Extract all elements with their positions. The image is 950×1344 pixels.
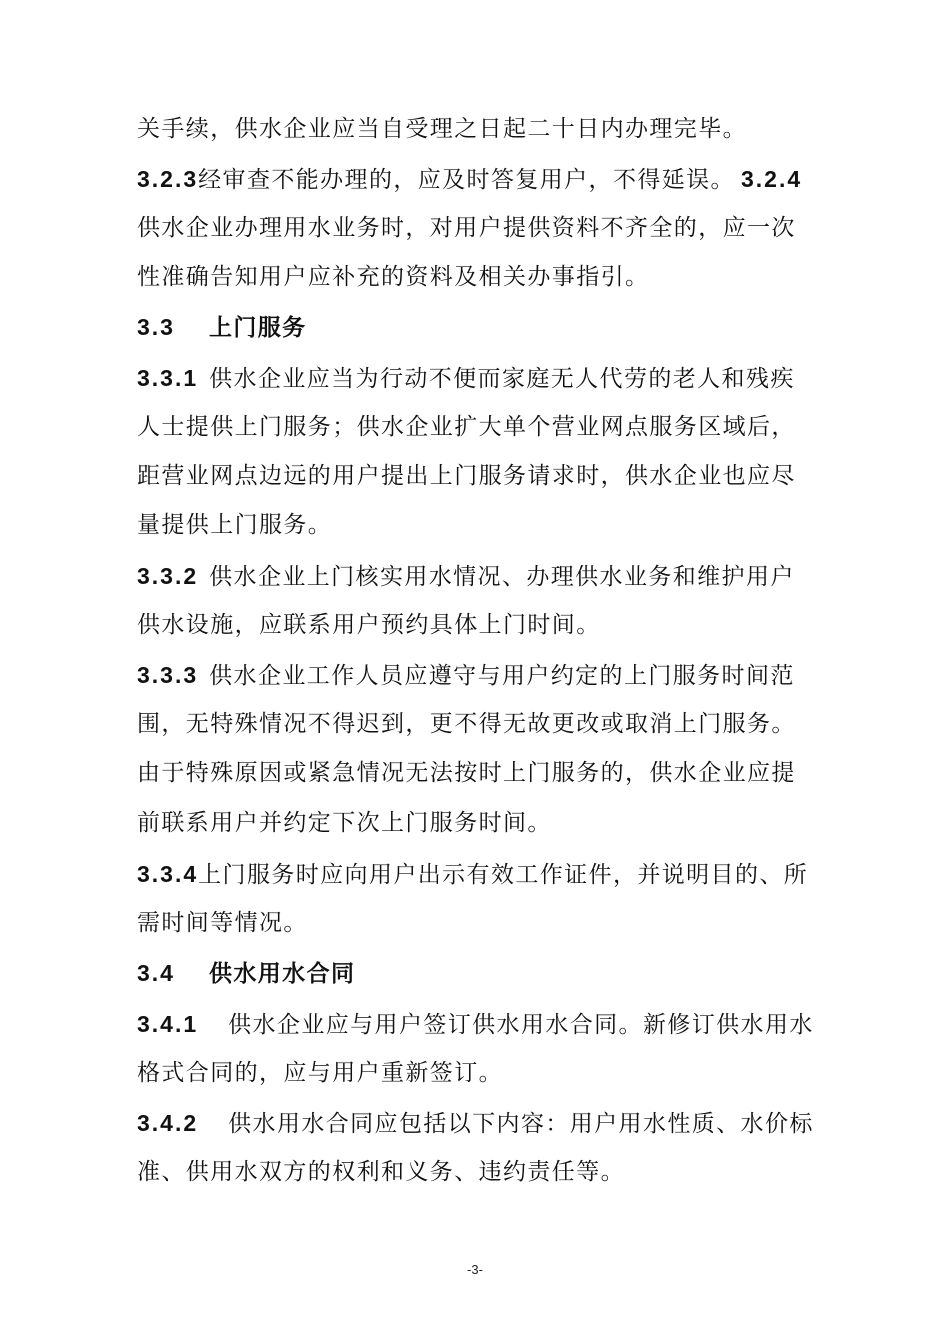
text-line [137, 262, 649, 292]
line-text: 供水企业办理用水业务时，对用户提供资料不齐全的，应一次 [137, 215, 796, 241]
line-text: 供水设施，应联系用户预约具体上门时间。 [137, 612, 601, 638]
text-line [137, 164, 802, 195]
line-text: 准、供用水双方的权利和义务、违约责任等。 [137, 1159, 625, 1185]
clause-number: 3.2.3 [137, 166, 199, 192]
section-number: 3.4 [137, 960, 175, 986]
line-text: 供水企业工作人员应遵守与用户约定的上门服务时间范 [209, 663, 795, 689]
text-line [137, 412, 796, 442]
text-line [137, 808, 552, 838]
line-text: 格式合同的，应与用户重新签订。 [137, 1060, 503, 1086]
clause-number: 3.2.4 [740, 166, 803, 192]
section-number: 3.3 [137, 314, 175, 340]
section-heading [137, 958, 355, 989]
text-line [137, 660, 795, 691]
section-title: 供水用水合同 [208, 961, 356, 987]
line-text: 供水企业应与用户签订供水用水合同。新修订供水用水 [228, 1012, 814, 1038]
line-text: 供水用水合同应包括以下内容：用户用水性质、水价标 [228, 1111, 814, 1137]
clause-number: 3.4.2 [137, 1110, 199, 1136]
clause-number: 3.4.1 [137, 1011, 199, 1037]
text-line [137, 908, 308, 938]
line-text: 性准确告知用户应补充的资料及相关办事指引。 [137, 264, 650, 290]
line-text: 人士提供上门服务；供水企业扩大单个营业网点服务区域后， [137, 414, 796, 440]
text-line [137, 561, 795, 592]
text-line [137, 1108, 814, 1139]
text-line [137, 213, 796, 243]
section-heading [137, 312, 307, 343]
text-line [137, 758, 796, 788]
text-line [137, 363, 795, 394]
line-text: 供水企业应当为行动不便而家庭无人代劳的老人和残疾 [209, 366, 795, 392]
line-text: 需时间等情况。 [137, 910, 308, 936]
text-line [137, 114, 747, 144]
page-number: -3- [467, 1262, 483, 1277]
line-text: 经审查不能办理的，应及时答复用户，不得延误。 [198, 167, 735, 193]
line-text: 前联系用户并约定下次上门服务时间。 [137, 810, 552, 836]
clause-number: 3.3.4 [137, 861, 199, 887]
text-line [137, 709, 796, 739]
text-line [137, 461, 796, 491]
clause-number: 3.3.1 [137, 365, 199, 391]
text-line [137, 1157, 625, 1187]
text-line [137, 1058, 503, 1088]
line-text: 关手续，供水企业应当自受理之日起二十日内办理完毕。 [137, 116, 747, 142]
line-text: 距营业网点边远的用户提出上门服务请求时，供水企业也应尽 [137, 463, 796, 489]
text-line [137, 1009, 814, 1040]
line-text: 围，无特殊情况不得迟到，更不得无故更改或取消上门服务。 [137, 711, 796, 737]
line-text: 量提供上门服务。 [137, 512, 333, 538]
text-line [137, 610, 601, 640]
clause-number: 3.3.3 [137, 662, 199, 688]
line-text: 上门服务时应向用户出示有效工作证件，并说明目的、所 [198, 862, 809, 888]
text-line [137, 510, 332, 540]
clause-number: 3.3.2 [137, 563, 199, 589]
line-text: 供水企业上门核实用水情况、办理供水业务和维护用户 [209, 564, 795, 590]
line-text: 由于特殊原因或紧急情况无法按时上门服务的，供水企业应提 [137, 760, 796, 786]
text-line [137, 859, 808, 890]
section-title: 上门服务 [208, 315, 307, 341]
